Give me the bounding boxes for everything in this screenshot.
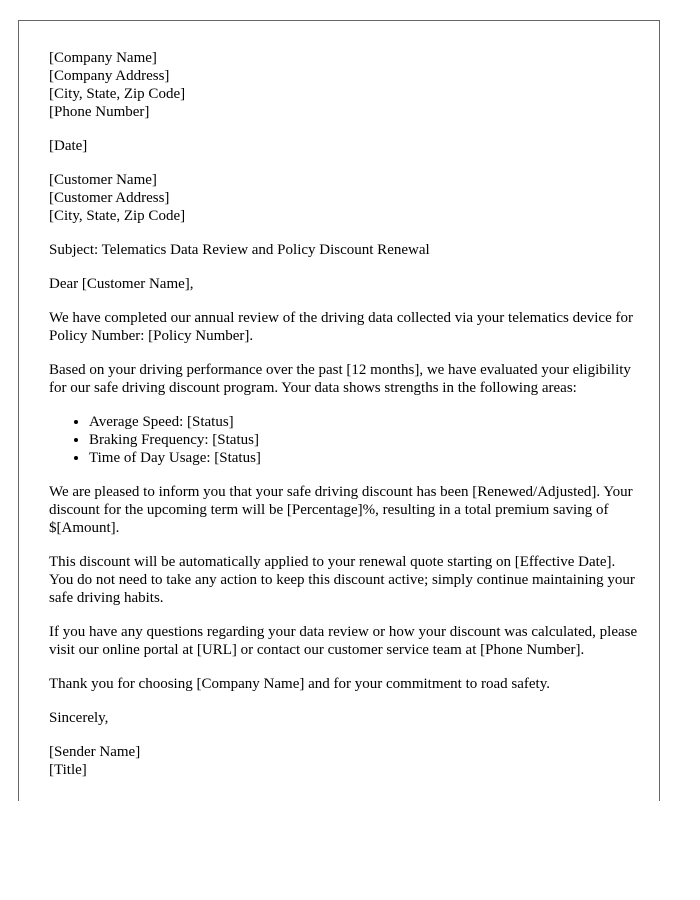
paragraph-discount: We are pleased to inform you that your safe driving discount has been [Renewed/Adjusted]. Your discount for the upcoming term will be [Percentage]%, resulting in a total premium saving of $[Amount].	[49, 484, 633, 536]
sender-name: [Sender Name]	[49, 744, 141, 760]
list-item: • Braking Frequency: [Status]	[89, 431, 639, 449]
paragraph-review-intro: We have completed our annual review of the driving data collected via your telematics device for Policy Number: [Policy Number].	[49, 310, 633, 344]
recipient-address-block	[49, 171, 639, 225]
company-address: [Company Address]	[49, 68, 170, 84]
letter-page	[18, 20, 660, 801]
company-phone: [Phone Number]	[49, 104, 150, 120]
sender-title: [Title]	[49, 762, 87, 778]
company-name: [Company Name]	[49, 50, 157, 66]
subject-line: Subject: Telematics Data Review and Policy Discount Renewal	[49, 242, 430, 258]
strengths-list	[49, 413, 639, 467]
customer-city-state-zip: [City, State, Zip Code]	[49, 208, 186, 224]
signature-block	[49, 743, 639, 779]
letter-body	[49, 49, 639, 795]
customer-name: [Customer Name]	[49, 172, 157, 188]
salutation: Dear [Customer Name],	[49, 276, 194, 292]
paragraph-performance: Based on your driving performance over the past [12 months], we have evaluated your eligibility for our safe driving discount program. Your data shows strengths in the following areas:	[49, 362, 631, 396]
paragraph-thanks: Thank you for choosing [Company Name] and for your commitment to road safety.	[49, 676, 550, 692]
customer-address: [Customer Address]	[49, 190, 170, 206]
closing: Sincerely,	[49, 710, 109, 726]
company-city-state-zip: [City, State, Zip Code]	[49, 86, 186, 102]
paragraph-questions: If you have any questions regarding your data review or how your discount was calculated, please visit our online portal at [URL] or contact our customer service team at [Phone Number].	[49, 624, 638, 658]
paragraph-auto-apply: This discount will be automatically applied to your renewal quote starting on [Effective Date]. You do not need to take any action to keep this discount active; simply continue maintaining your safe driving habits.	[49, 554, 635, 606]
letter-date: [Date]	[49, 138, 88, 154]
sender-address-block	[49, 49, 639, 121]
list-item: • Time of Day Usage: [Status]	[89, 449, 639, 467]
list-item: • Average Speed: [Status]	[89, 413, 639, 431]
